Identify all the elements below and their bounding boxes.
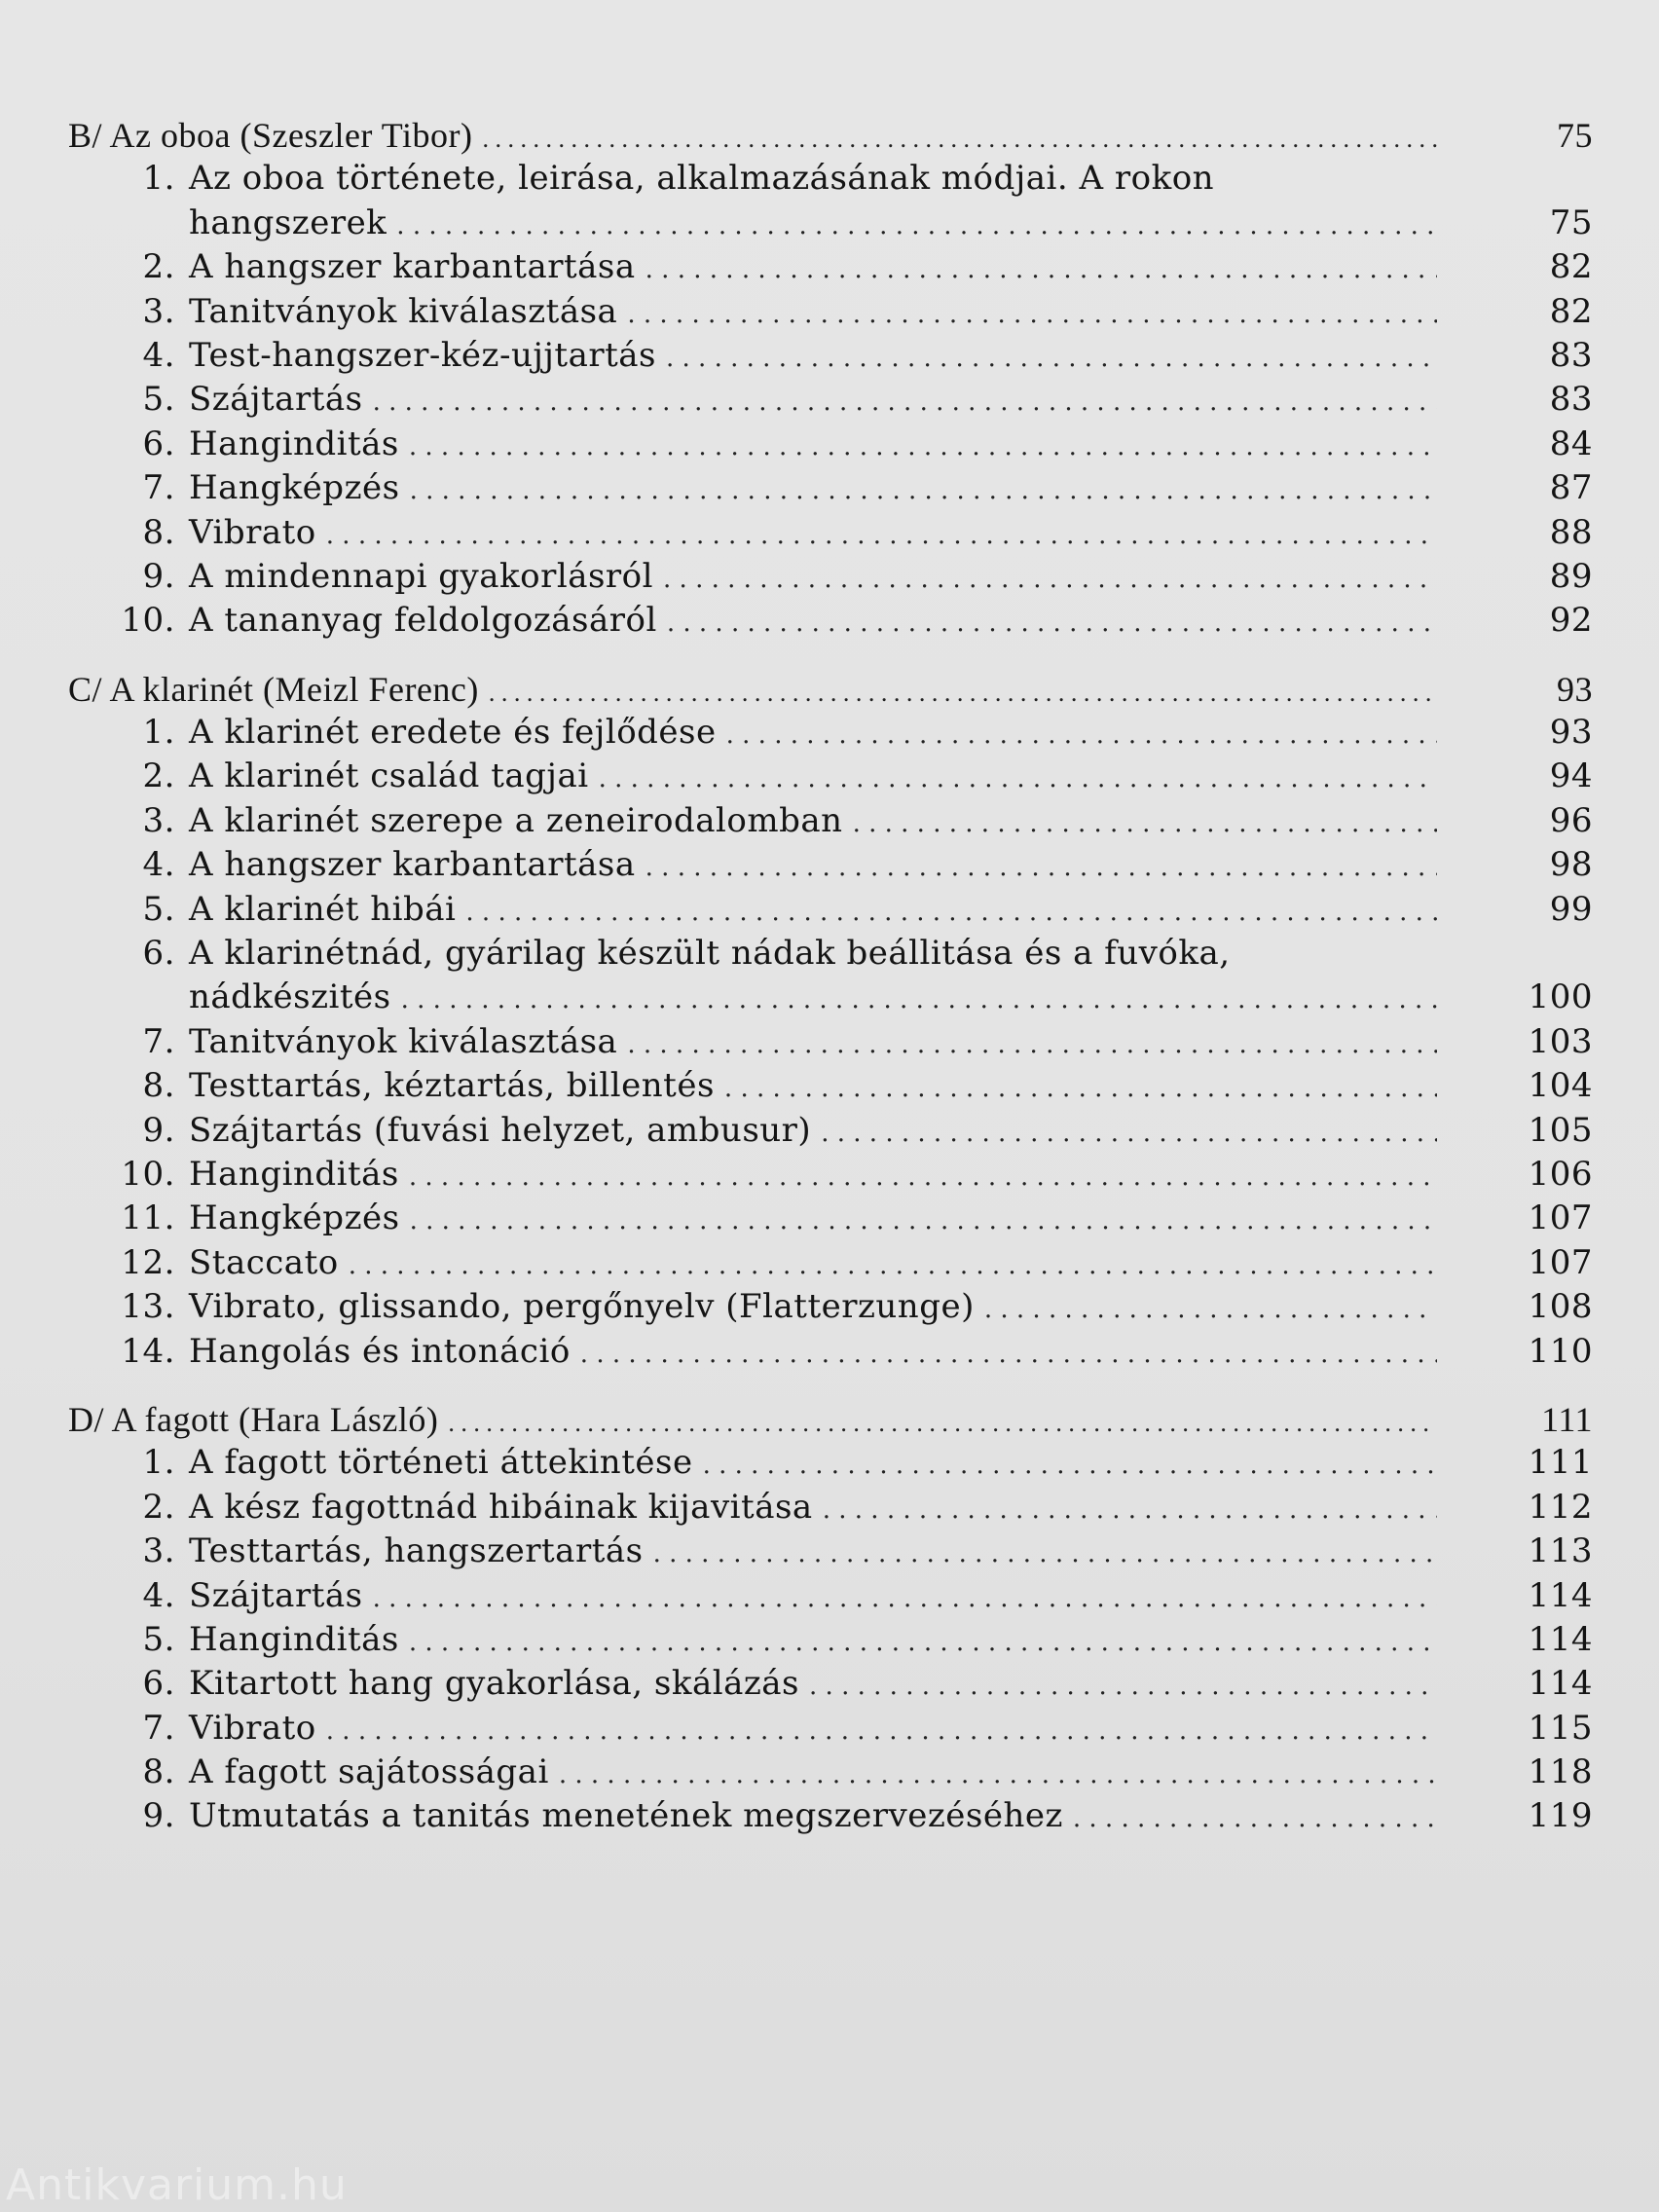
toc-section — [68, 1399, 1606, 1841]
entry-number: 2. — [142, 756, 175, 796]
entry-number: 4. — [142, 845, 175, 885]
entry-title: Utmutatás a tanitás menetének megszervezéséhez — [189, 1796, 1063, 1836]
page-number: 100 — [1528, 977, 1593, 1017]
toc-entry — [68, 801, 1606, 845]
toc-entry — [68, 1243, 1606, 1287]
page-number: 114 — [1528, 1619, 1593, 1659]
dot-leader — [823, 1488, 1437, 1527]
entry-title: Vibrato, glissando, pergőnyelv (Flatterzunge) — [189, 1287, 975, 1327]
entry-number: 11. — [121, 1198, 175, 1238]
page-number: 99 — [1549, 889, 1593, 929]
entry-number: 3. — [142, 800, 175, 840]
entry-title: Kitartott hang gyakorlása, skálázás — [189, 1664, 800, 1704]
entry-title: Staccato — [189, 1242, 339, 1282]
entry-title: Szájtartás — [189, 380, 363, 420]
page-number: 98 — [1549, 845, 1593, 885]
page-number: 108 — [1528, 1287, 1593, 1327]
toc-entry — [68, 424, 1606, 468]
page-number: 87 — [1549, 468, 1593, 508]
dot-leader — [627, 1022, 1437, 1061]
dot-leader — [853, 801, 1437, 840]
page-number: 107 — [1528, 1198, 1593, 1238]
page-number: 84 — [1549, 424, 1593, 463]
entry-number: 10. — [121, 601, 175, 641]
dot-leader — [410, 468, 1437, 507]
toc-entry — [68, 1022, 1606, 1066]
entry-title: A klarinét eredete és fejlődése — [189, 713, 717, 753]
dot-leader — [627, 292, 1437, 331]
entry-title: A klarinét hibái — [189, 889, 457, 929]
page-number: 107 — [1528, 1242, 1593, 1282]
entry-title: Vibrato — [189, 1708, 316, 1748]
toc-entry — [68, 845, 1606, 889]
dot-leader — [396, 203, 1437, 242]
dot-leader — [726, 713, 1437, 752]
dot-leader — [599, 756, 1437, 795]
entry-title: A hangszer karbantartása — [189, 247, 636, 287]
page-number: 114 — [1528, 1575, 1593, 1615]
table-of-contents — [68, 115, 1606, 1864]
dot-leader — [349, 1243, 1437, 1282]
page-number: 114 — [1528, 1664, 1593, 1704]
toc-entry — [68, 1620, 1606, 1664]
page-number: 119 — [1528, 1796, 1593, 1836]
entry-number: 8. — [142, 1752, 175, 1792]
entry-title: A klarinét család tagjai — [189, 756, 589, 796]
entry-title: A klarinét szerepe a zeneirodalomban — [189, 800, 843, 840]
page-number: 96 — [1549, 800, 1593, 840]
entry-title: A mindennapi gyakorlásról — [189, 556, 654, 596]
entry-number: 4. — [142, 1575, 175, 1615]
toc-entry — [68, 1066, 1606, 1110]
dot-leader — [409, 1620, 1437, 1659]
toc-entry — [68, 1752, 1606, 1796]
toc-entry — [68, 1709, 1606, 1752]
watermark: Antikvarium.hu — [6, 2160, 348, 2210]
page-number: 82 — [1549, 247, 1593, 287]
toc-entry — [68, 713, 1606, 756]
dot-leader — [724, 1066, 1437, 1105]
dot-leader — [409, 1155, 1437, 1194]
dot-leader — [410, 1198, 1437, 1237]
page-number: 93 — [1557, 669, 1593, 709]
dot-leader — [559, 1752, 1437, 1791]
entry-number: 12. — [121, 1242, 175, 1282]
entry-number: 7. — [142, 468, 175, 508]
entry-number: 1. — [142, 1443, 175, 1483]
dot-leader — [580, 1332, 1437, 1371]
entry-title: Vibrato — [189, 512, 316, 552]
page-number: 106 — [1528, 1154, 1593, 1194]
toc-entry — [68, 1111, 1606, 1155]
entry-title: A tananyag feldolgozásáról — [189, 601, 657, 641]
dot-leader — [465, 890, 1437, 929]
toc-entry — [68, 1796, 1606, 1840]
dot-leader — [984, 1287, 1437, 1326]
toc-entry — [68, 292, 1606, 336]
dot-leader — [326, 1709, 1437, 1748]
entry-title: Hangolás és intonáció — [189, 1331, 571, 1371]
entry-title: Testtartás, kéztartás, billentés — [189, 1066, 715, 1106]
toc-entry — [68, 336, 1606, 380]
section-heading — [68, 115, 1606, 159]
entry-number: 9. — [142, 1796, 175, 1836]
dot-leader — [663, 557, 1437, 596]
page-number: 82 — [1549, 291, 1593, 331]
entry-number: 6. — [142, 1664, 175, 1704]
toc-entry — [68, 1287, 1606, 1331]
page-number: 94 — [1549, 756, 1593, 796]
page-number: 105 — [1528, 1110, 1593, 1150]
page-number: 111 — [1541, 1399, 1593, 1439]
entry-title: Tanitványok kiválasztása — [189, 291, 618, 331]
toc-entry — [68, 380, 1606, 424]
toc-entry — [68, 601, 1606, 645]
toc-entry — [68, 557, 1606, 601]
page-number: 113 — [1528, 1531, 1593, 1571]
dot-leader — [373, 1576, 1437, 1615]
page-number: 88 — [1549, 512, 1593, 552]
dot-leader — [667, 601, 1437, 640]
entry-number: 9. — [142, 556, 175, 596]
entry-title: Test-hangszer-kéz-ujjtartás — [189, 335, 656, 375]
entry-number: 13. — [121, 1287, 175, 1327]
section-heading-text: C/ A klarinét (Meizl Ferenc) — [68, 669, 479, 709]
entry-number: 8. — [142, 512, 175, 552]
toc-entry — [68, 1332, 1606, 1376]
dot-leader — [645, 247, 1437, 286]
entry-number: 5. — [142, 380, 175, 420]
entry-number: 7. — [142, 1708, 175, 1748]
entry-title: A kész fagottnád hibáinak kijavitása — [189, 1487, 813, 1527]
dot-leader — [1073, 1796, 1437, 1835]
toc-entry — [68, 1576, 1606, 1620]
entry-number: 10. — [121, 1154, 175, 1194]
entry-number: 9. — [142, 1110, 175, 1150]
toc-entry — [68, 1155, 1606, 1198]
entry-number: 3. — [142, 1531, 175, 1571]
toc-entry — [68, 890, 1606, 934]
entry-title-continuation: nádkészités — [189, 977, 391, 1017]
page-number: 110 — [1528, 1331, 1593, 1371]
toc-entry — [68, 513, 1606, 557]
toc-entry — [68, 1488, 1606, 1531]
page-number: 75 — [1557, 116, 1593, 155]
toc-entry — [68, 159, 1606, 203]
entry-number: 14. — [121, 1331, 175, 1371]
page-number: 118 — [1528, 1752, 1593, 1792]
entry-title: Hanginditás — [189, 1619, 399, 1659]
page-number: 83 — [1549, 335, 1593, 375]
toc-entry — [68, 468, 1606, 512]
page-number: 83 — [1549, 380, 1593, 420]
entry-number: 6. — [142, 424, 175, 463]
dot-leader — [448, 1399, 1437, 1440]
toc-entry-continuation — [68, 203, 1606, 247]
section-heading-text: B/ Az oboa (Szeszler Tibor) — [68, 116, 473, 155]
toc-section — [68, 669, 1606, 1376]
entry-number: 7. — [142, 1021, 175, 1061]
dot-leader — [489, 669, 1437, 710]
entry-title: A hangszer karbantartása — [189, 845, 636, 885]
entry-title: Tanitványok kiválasztása — [189, 1021, 618, 1061]
entry-number: 3. — [142, 291, 175, 331]
dot-leader — [703, 1443, 1437, 1482]
toc-section — [68, 115, 1606, 645]
page-number: 115 — [1528, 1708, 1593, 1748]
entry-title: Szájtartás — [189, 1575, 363, 1615]
entry-title: Hangképzés — [189, 1198, 400, 1238]
page-number: 75 — [1549, 203, 1593, 242]
dot-leader — [666, 336, 1437, 375]
toc-entry — [68, 1198, 1606, 1242]
dot-leader — [821, 1111, 1437, 1150]
page-number: 93 — [1549, 713, 1593, 753]
dot-leader — [409, 424, 1437, 463]
toc-entry — [68, 1531, 1606, 1575]
page-number: 111 — [1528, 1443, 1593, 1483]
entry-number: 2. — [142, 247, 175, 287]
entry-number: 5. — [142, 1619, 175, 1659]
section-heading-text: D/ A fagott (Hara László) — [68, 1399, 439, 1439]
page-number: 103 — [1528, 1021, 1593, 1061]
entry-title: A fagott sajátosságai — [189, 1752, 549, 1792]
entry-number: 2. — [142, 1487, 175, 1527]
entry-title: Hanginditás — [189, 424, 399, 463]
toc-entry — [68, 934, 1606, 977]
page-number: 92 — [1549, 601, 1593, 641]
entry-title-continuation: hangszerek — [189, 203, 387, 242]
entry-title: Testtartás, hangszertartás — [189, 1531, 644, 1571]
page-number: 112 — [1528, 1487, 1593, 1527]
entry-number: 1. — [142, 159, 175, 199]
dot-leader — [482, 115, 1437, 156]
entry-number: 5. — [142, 889, 175, 929]
dot-leader — [373, 380, 1437, 419]
entry-title: Hanginditás — [189, 1154, 399, 1194]
page-number: 104 — [1528, 1066, 1593, 1106]
entry-title: A fagott történeti áttekintése — [189, 1443, 693, 1483]
toc-entry — [68, 1443, 1606, 1487]
page-number: 89 — [1549, 556, 1593, 596]
entry-number: 1. — [142, 713, 175, 753]
dot-leader — [645, 845, 1437, 884]
entry-number: 4. — [142, 335, 175, 375]
entry-number: 6. — [142, 934, 175, 974]
entry-title: Szájtartás (fuvási helyzet, ambusur) — [189, 1110, 812, 1150]
entry-title: A klarinétnád, gyárilag készült nádak beállitása és a fuvóka, — [189, 934, 1231, 974]
section-heading — [68, 1399, 1606, 1443]
toc-entry — [68, 1664, 1606, 1708]
dot-leader — [326, 513, 1437, 552]
toc-entry-continuation — [68, 977, 1606, 1021]
entry-number: 8. — [142, 1066, 175, 1106]
dot-leader — [653, 1531, 1437, 1570]
toc-entry — [68, 756, 1606, 800]
dot-leader — [809, 1664, 1437, 1703]
toc-entry — [68, 247, 1606, 291]
entry-title: Hangképzés — [189, 468, 400, 508]
dot-leader — [401, 977, 1437, 1016]
entry-title: Az oboa története, leirása, alkalmazásának módjai. A rokon — [189, 159, 1215, 199]
section-heading — [68, 669, 1606, 713]
